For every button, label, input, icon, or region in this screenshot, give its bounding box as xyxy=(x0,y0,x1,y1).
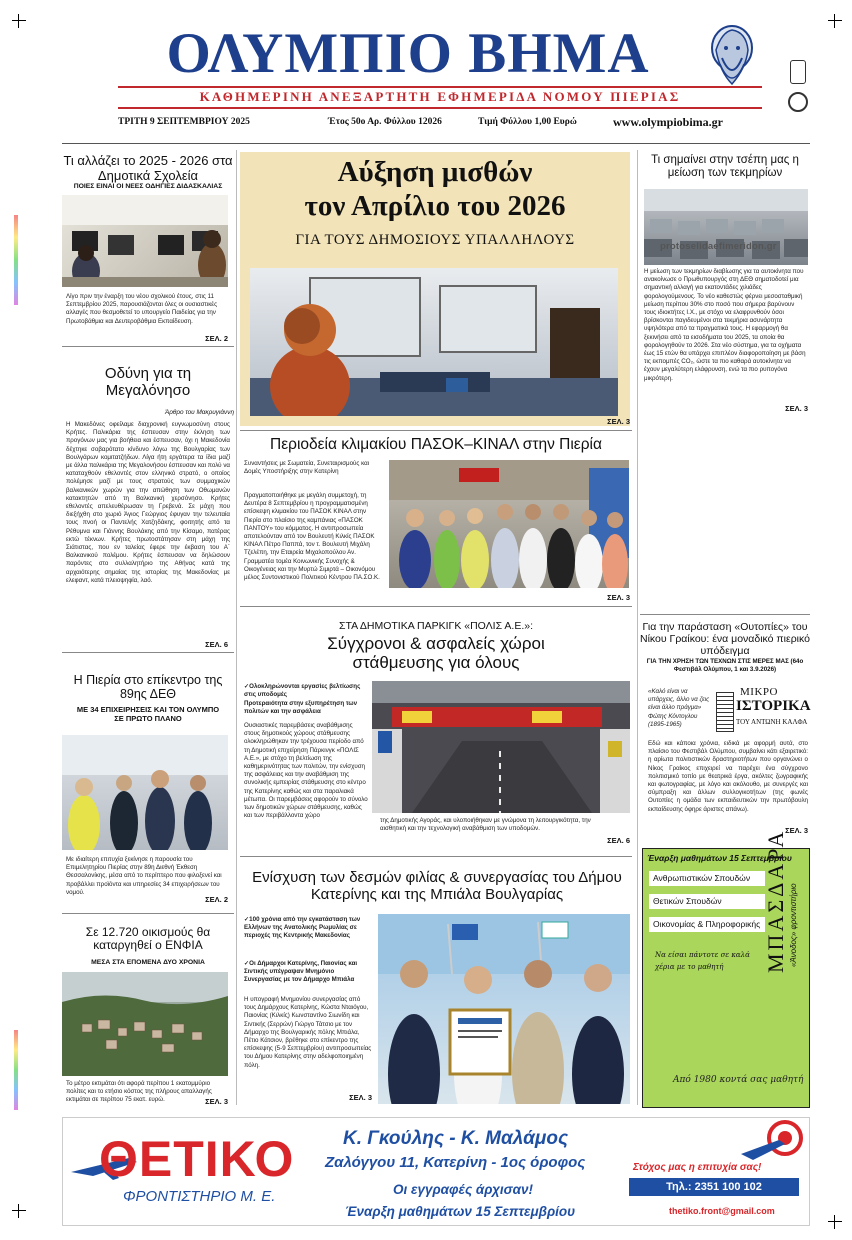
schools-headline[interactable]: Τι αλλάζει το 2025 - 2026 στα Δημοτικά Σχολεία xyxy=(63,153,233,183)
divider xyxy=(62,913,234,914)
side-icons xyxy=(788,60,808,140)
divider xyxy=(62,652,234,653)
logo-line-1: ΜΙΚΡΟ xyxy=(740,686,778,698)
target-plane-icon xyxy=(739,1120,803,1164)
website-link[interactable]: www.olympiobima.gr xyxy=(613,115,724,129)
masthead-rule xyxy=(118,107,762,109)
schools-kicker: ΠΟΙΕΣ ΕΙΝΑΙ ΟΙ ΝΕΕΣ ΟΔΗΓΙΕΣ ΔΙΔΑΣΚΑΛΙΑΣ xyxy=(73,183,223,190)
enfia-headline[interactable]: Σε 12.720 οικισμούς θα καταργηθεί ο ΕΝΦΙΑ xyxy=(85,925,211,953)
schools-body: Λίγο πριν την έναρξη του νέου σχολικού έτους, στις 11 Σεπτεμβρίου 2025, παρουσιάζονται όλες οι ουσιαστικές αλλαγές που θεσμοθετεί το υπουργείο Παιδείας για την Πρωτοβάθμια και Δευτεροβάθμια Εκπαίδευση. xyxy=(66,293,218,325)
bulgaria-body: Η υπογραφή Μνημονίου συνεργασίας από τους Δημάρχους Κατερίνης, Κώστα Νταιόγου, Παιονίας (Κιλκίς) Κωνσταντίνο Σιωνίδη και Σιντικής (Σερρών) Γιώργο Τάτσιο με τον Δήμαρχο της Βουλγαρικής πόλης Μπιάλα, Πέτιο Κάτσιον, βρέθηκε στο επίκεντρο της επίσκεψης (5-9 Σεπτεμβρίου) αντιπροσωπείας του Δήμου Κατερίνης στην αδελφοποιημένη πόλη. xyxy=(244,996,372,1069)
thetiko-phone: Τηλ.: 2351 100 102 xyxy=(629,1178,799,1196)
mpasdara-item-2: Θετικών Σπουδών xyxy=(649,894,765,909)
crop-mark xyxy=(12,14,26,28)
parking-headline[interactable]: Σύγχρονοι & ασφαλείς χώροι στάθμευσης για όλους xyxy=(327,634,545,673)
pasok-subhead: Συναντήσεις με Σωματεία, Συνεταιρισμούς και Δομές Υποστήριξης στην Κατερίνη xyxy=(244,460,370,476)
pasok-page-ref[interactable]: ΣΕΛ. 3 xyxy=(607,593,630,602)
deth-kicker: ΜΕ 34 ΕΠΙΧΕΙΡΗΣΕΙΣ ΚΑΙ ΤΟΝ ΟΛΥΜΠΟ ΣΕ ΠΡΩΤΟ ΠΛΑΝΟ xyxy=(76,705,220,723)
bulgaria-photo xyxy=(378,914,630,1104)
logo-line-3: ΤΟΥ ΑΝΤΩΝΗ ΚΑΛΦΑ xyxy=(736,718,808,726)
mpasdara-start: Έναρξη μαθημάτων 15 Σεπτεμβρίου xyxy=(647,853,792,863)
schools-photo xyxy=(62,195,228,287)
thetiko-address: Ζαλόγγου 11, Κατερίνη - 1ος όροφος xyxy=(325,1154,586,1171)
parking-body-continued: της Δημοτικής Αγοράς, και υλοποιήθηκαν με γνώμονα τη λειτουργικότητα, την αισθητική και την τεχνολογική αναβάθμιση των υποδομών. xyxy=(380,817,591,833)
plates-body: Η μείωση των τεκμηρίων διαβίωσης για τα αυτοκίνητα που ανακοίνωσε ο Πρωθυπουργός στη ΔΕΘ σηματοδοτεί μια σημαντική αλλαγή για εκατοντάδες χιλιάδες φορολογούμενους. Το νέο καθεστώς φέρνει μεσοσταθμική μείωση περίπου 30% στο ποσό που σήμερα βαρύνουν τους ιδιοκτήτες Ι.Χ., με στόχο να ελαφρυνθούν όσοι βρίσκονται παγιδευμένοι στα τεκμήρια ασυνάρτητα υψηλότερα από τα πραγματικά τους. Η εφαρμογή θα ξεκινήσει από τα εισοδήματα του 2025, τα οποία θα φορολογηθούν το 2026. Στα νέο σύστημα, για τα οχήματα έως 15 ετών θα υπάρχει επιπλέον διαφοροποίηση με βάση τις εκπομπές CO₂, ώστε τα πιο καθαρά αυτοκίνητα να έχουν μεγαλύτερη ελάφρυνση, ενώ τα πιο ρυπογόνα μικρότερη. xyxy=(644,268,806,382)
outopies-quote: «Καλό είναι να υπάρχεις, άλλο να ζεις είναι άλλο πράγμα» Φώτης Κόντογλου (1895-1965) xyxy=(648,688,710,728)
enfia-kicker: ΜΕΣΑ ΣΤΑ ΕΠΟΜΕΝΑ ΔΥΟ ΧΡΟΝΙΑ xyxy=(91,959,205,966)
thetiko-brand-sub: ΦΡΟΝΤΙΣΤΗΡΙΟ Μ. Ε. xyxy=(123,1188,276,1205)
lead-subtitle: ΓΙΑ ΤΟΥΣ ΔΗΜΟΣΙΟΥΣ ΥΠΑΛΛΗΛΟΥΣ xyxy=(295,232,575,248)
deth-photo xyxy=(62,735,228,850)
bulgaria-bullet-1: ✓100 χρόνια από την εγκατάσταση των Ελλήνων της Ανατολικής Ρωμυλίας σε περιοχές της Κεντρικής Μακεδονίας xyxy=(244,916,361,940)
divider xyxy=(62,346,234,347)
lead-page-ref[interactable]: ΣΕΛ. 3 xyxy=(607,417,630,426)
megalonisos-headline[interactable]: Οδύνη για τη Μεγαλόνησο xyxy=(104,365,192,399)
mpasdara-since: Από 1980 κοντά σας μαθητή xyxy=(673,1075,804,1085)
deth-headline[interactable]: Η Πιερία στο επίκεντρο της 89ης ΔΕΘ xyxy=(73,673,223,701)
enfia-page-ref[interactable]: ΣΕΛ. 3 xyxy=(205,1097,228,1106)
lead-headline-line1[interactable]: Αύξηση μισθών xyxy=(337,156,533,188)
watermark: protoselidaefimeridon.gr xyxy=(660,241,777,252)
masthead-subtitle: ΚΑΘΗΜΕΡΙΝΗ ΑΝΕΞΑΡΤΗΤΗ ΕΦΗΜΕΡΙΔΑ ΝΟΜΟΥ ΠΙΕΡΙΑΣ xyxy=(199,89,681,104)
mpasdara-item-1: Ανθρωπιστικών Σπουδών xyxy=(649,871,765,886)
bulgaria-headline[interactable]: Ενίσχυση των δεσμών φιλίας & συνεργασίας του Δήμου Κατερίνης και της Μπιάλα Βουλγαρίας xyxy=(252,869,622,903)
mpasdara-handwriting: Να είσαι πάντοτε σε καλά χέρια με το μαθητή xyxy=(655,951,750,971)
parking-kicker: ΣΤΑ ΔΗΜΟΤΙΚΑ ΠΑΡΚΙΓΚ «ΠΟΛΙΣ Α.Ε.»: xyxy=(338,620,534,632)
divider xyxy=(640,614,810,615)
thetiko-registrations: Οι εγγραφές άρχισαν! xyxy=(393,1182,533,1197)
lead-headline-line2[interactable]: τον Απρίλιο του 2026 xyxy=(304,190,566,222)
thetiko-names: Κ. Γκούλης - Κ. Μαλάμος xyxy=(343,1128,569,1149)
plates-photo xyxy=(644,189,808,265)
divider xyxy=(240,856,632,857)
plates-headline[interactable]: Τι σημαίνει στην τσέπη μας η μείωση των τεκμηρίων xyxy=(651,154,799,179)
thetiko-start: Έναρξη μαθημάτων 15 Σεπτεμβρίου xyxy=(345,1204,576,1219)
enfia-photo xyxy=(62,972,228,1076)
divider xyxy=(240,606,632,607)
enfia-body: Το μέτρο εκτιμάται ότι αφορά περίπου 1 εκατομμύριο πολίτες και το ετήσιο κόστος της πλήρους απαλλαγής εκτιμάται σε περίπου 75 εκατ. ευρώ. xyxy=(66,1080,212,1104)
masthead-title: ΟΛΥΜΠΙΟ ΒΗΜΑ xyxy=(166,22,650,85)
crop-mark xyxy=(828,1215,842,1229)
pasok-body: Πραγματοποιήθηκε με μεγάλη συμμετοχή, τη Δευτέρα 8 Σεπτεμβρίου η προγραμματισμένη επίσκεψη κλιμακίου του ΠΑΣΟΚ ΚΙΝΑΛ στην Πιερία στο πλαίσιο της καμπάνιας «ΠΑΣΟΚ ΠΑΝΤΟΥ» του κόμματος. Η αντιπροσωπεία αποτελούνταν από τον Βουλευτή Κιλκίς ΠΑΣΟΚ ΚΙΝΑΛ Πέτρο Παππά, τον τ. Βουλευτή Μιχάλη Τζελέπη, την Εταιρεία Μιχαλοπούλου Αν. Γραμματέα τομέα Κοινωνικής Συνοχής & Οικογένειας και την Μυρτώ Σιμιρτά – Οικονόμου μέλος Συντονιστικού Πολιτικού Κέντρου ΠΑ.ΣΟ.Κ. xyxy=(244,492,380,582)
issue-number: Έτος 50ο Αρ. Φύλλου 12026 xyxy=(328,117,442,127)
masthead-bottom-rule xyxy=(62,143,810,144)
mpasdara-vertical-sub: «Άνοδος» φροντιστήριο xyxy=(789,883,798,967)
divider xyxy=(240,430,632,431)
column-divider xyxy=(637,150,638,1105)
issue-price: Τιμή Φύλλου 1,00 Ευρώ xyxy=(478,117,577,127)
color-bar xyxy=(14,1030,18,1110)
crop-mark xyxy=(12,1204,26,1218)
plates-page-ref[interactable]: ΣΕΛ. 3 xyxy=(785,404,808,413)
crop-mark xyxy=(828,14,842,28)
mpasdara-item-3: Οικονομίας & Πληροφορικής xyxy=(649,917,765,932)
megalonisos-body: Η Μακεδόνες οφείλαμε διαχρονική ευγνωμοσύνη στους Κρήτες. Παλικάρια της έσπευσαν στην έκληση των προγόνων μας για βοήθεια και έσπευσαν, όχι η Μακεδονία δέχτηκε σοβαρότατο κίνδυνο λόγω της Βουλγαρίας των Βουλγάρων κομιτατζήδων. Λίγα ήτη εργάτερα τα ίδια μαζί με άλλα παλικάρια της Μεγαλονήσου έσπευσαν και πολύ να καταταχθούν εθελοντές στον ελληνικό στρατό, ο οποίος πολέμησε μαζί με τους στρατούς των συμμαχικών βαλκανικών χωρών για την απώθηση των Οθωμανών κατακτητών από τη Βαλκανική χερσόνησο. Κρήτες εθελοντές απελευθέρωσαν τη Γρεβενά. Σε μάχη που διεξήχθη στο χωριό Άγιος Γεώργιος έφυγαν την τελευταία τους πνοή οι Παντελής Χατζηδάκης, φοιτητής από τα Ρέθυμνα και Γιάννης Βουλάκης από την Κίσαμο, πατέρας εκτώ τέκνων. Κρήτες πρωτοστάτησαν στη μάχη της Σιάτιστας, που εν ταλείας έφερε την έκβαση του Α΄ Βαλκανικού πολέμου. Κρήτες έσπευσαν να δηλώσουν παρόντες στο συλλαλητήριο της Αθήνας κατά της αρχαιότερης σημαίας της ιστορίας της Μακεδονίας με ελεφαντ, κατά πλειοψηφία, λαό. xyxy=(66,421,230,584)
megalonisos-page-ref[interactable]: ΣΕΛ. 6 xyxy=(205,640,228,649)
pasok-photo xyxy=(389,460,629,588)
schools-page-ref[interactable]: ΣΕΛ. 2 xyxy=(205,334,228,343)
color-bar xyxy=(14,215,18,305)
parking-bullet-2: Προτεραιότητα στην εξυπηρέτηση των πολιτών και την ασφάλεια xyxy=(244,700,358,716)
parking-photo xyxy=(372,681,630,813)
lead-photo xyxy=(250,268,618,416)
logo-line-2: ΙΣΤΟΡΙΚΑ xyxy=(736,698,811,714)
thetiko-brand: ΘΕΤΙΚΟ xyxy=(99,1131,295,1187)
outopies-kicker: ΓΙΑ ΤΗΝ ΧΡΗΣΗ ΤΩΝ ΤΕΧΝΩΝ ΣΤΙΣ ΜΕΡΕΣ ΜΑΣ (64ο Φεστιβάλ Ολύμπου, 1 και 3.9.2026) xyxy=(646,658,804,673)
parking-body: Ουσιαστικές παρεμβάσεις αναβάθμισης στους δημοτικούς χώρους στάθμευσης ολοκληρώθηκαν την τρέχουσα περίοδο από τη Δημοτική επιχείρηση Πάρκινγκ «ΠΟΛΙΣ Α.Ε.», με στόχο τη βελτίωση της καθημερινότητας των πολιτών, την ενίσχυση της ασφάλειας και την αναβάθμιση της συνολικής εμπειρίας στάθμευσης στο κέντρο της Κατερίνης καθώς και στα παραλιακά μέτωπα. Οι παρεμβάσεις αφορούν το σύνολο των δημοτικών χώρων στάθμευσης, καθώς και των περιβάλλοντα χώρο xyxy=(244,722,368,820)
deth-page-ref[interactable]: ΣΕΛ. 2 xyxy=(205,895,228,904)
thetiko-email[interactable]: thetiko.front@gmail.com xyxy=(669,1206,775,1216)
zeus-logo xyxy=(702,22,764,92)
outopies-headline[interactable]: Για την παράσταση «Ουτοπίες» του Νίκου Γραίκου: ένα μοναδικό πιερικό υπόδειγμα xyxy=(640,621,810,657)
column-divider xyxy=(236,150,237,1105)
thetiko-goal: Στόχος μας η επιτυχία σας! xyxy=(633,1162,762,1173)
pasok-headline[interactable]: Περιοδεία κλιμακίου ΠΑΣΟΚ–ΚΙΝΑΛ στην Πιερία xyxy=(270,436,602,453)
deth-body: Με ιδιαίτερη επιτυχία ξεκίνησε η παρουσία του Επιμελητηρίου Πιερίας στην 89η Διεθνή Έκθεση Θεσσαλονίκης, μέσα από το περίπτερο που φιλοξενεί και προβάλλει προϊόντα και υπηρεσίες 34 επιχειρήσεων του νομού. xyxy=(66,856,222,896)
bulgaria-page-ref[interactable]: ΣΕΛ. 3 xyxy=(349,1093,372,1102)
outopies-body: Εδώ και κάποια χρόνια, ειδικά με αφορμή αυτά, στο πλαίσιο του Φεστιβάλ Ολύμπου, συμβαίνει κάτι εξαιρετικό: η αρίωτα πολιτιστικών δραστηριοτήτων που οργανώνει ο Νίκος Γραίκος επιχειρεί να παρέχει ένα σύγχρονο πολιτισμικό τοπίο με θεατρικά έργα, ακόλτες ζωγραφικής και φωτογραφίας, με λόγο και ακόλουθο, με συνεργές και σύμπραξη και άλλων συλλογικοτήτων (της φωνές Ουτοπίες η ομάδα των εκπαιδευτικών την πρωτόβουλη εκπαίδευσης όφηρε άριστες απάνω). xyxy=(648,740,808,813)
masthead-rule-top xyxy=(118,86,762,88)
mpasdara-vertical-name: ΜΠΑΣΔΑΡΑ xyxy=(763,828,788,973)
mikro-istorika-logo xyxy=(716,686,811,736)
thetiko-ad[interactable] xyxy=(62,1117,810,1226)
megalonisos-byline: Άρθρο του Μακρυγιάννη xyxy=(164,409,234,416)
parking-page-ref[interactable]: ΣΕΛ. 6 xyxy=(607,836,630,845)
bulgaria-bullet-2: ✓Οι Δήμαρχοι Κατερίνης, Παιονίας και Σιντικής υπέγραψαν Μνημόνιο Συνεργασίας με τον Δήμαρχο Μπιάλα xyxy=(244,960,358,984)
outopies-page-ref[interactable]: ΣΕΛ. 3 xyxy=(785,826,808,835)
issue-date: ΤΡΙΤΗ 9 ΣΕΠΤΕΜΒΡΙΟΥ 2025 xyxy=(118,117,250,127)
parking-bullet-1: ✓Ολοκληρώνονται εργασίες βελτίωσης στις υποδομές xyxy=(244,683,361,699)
